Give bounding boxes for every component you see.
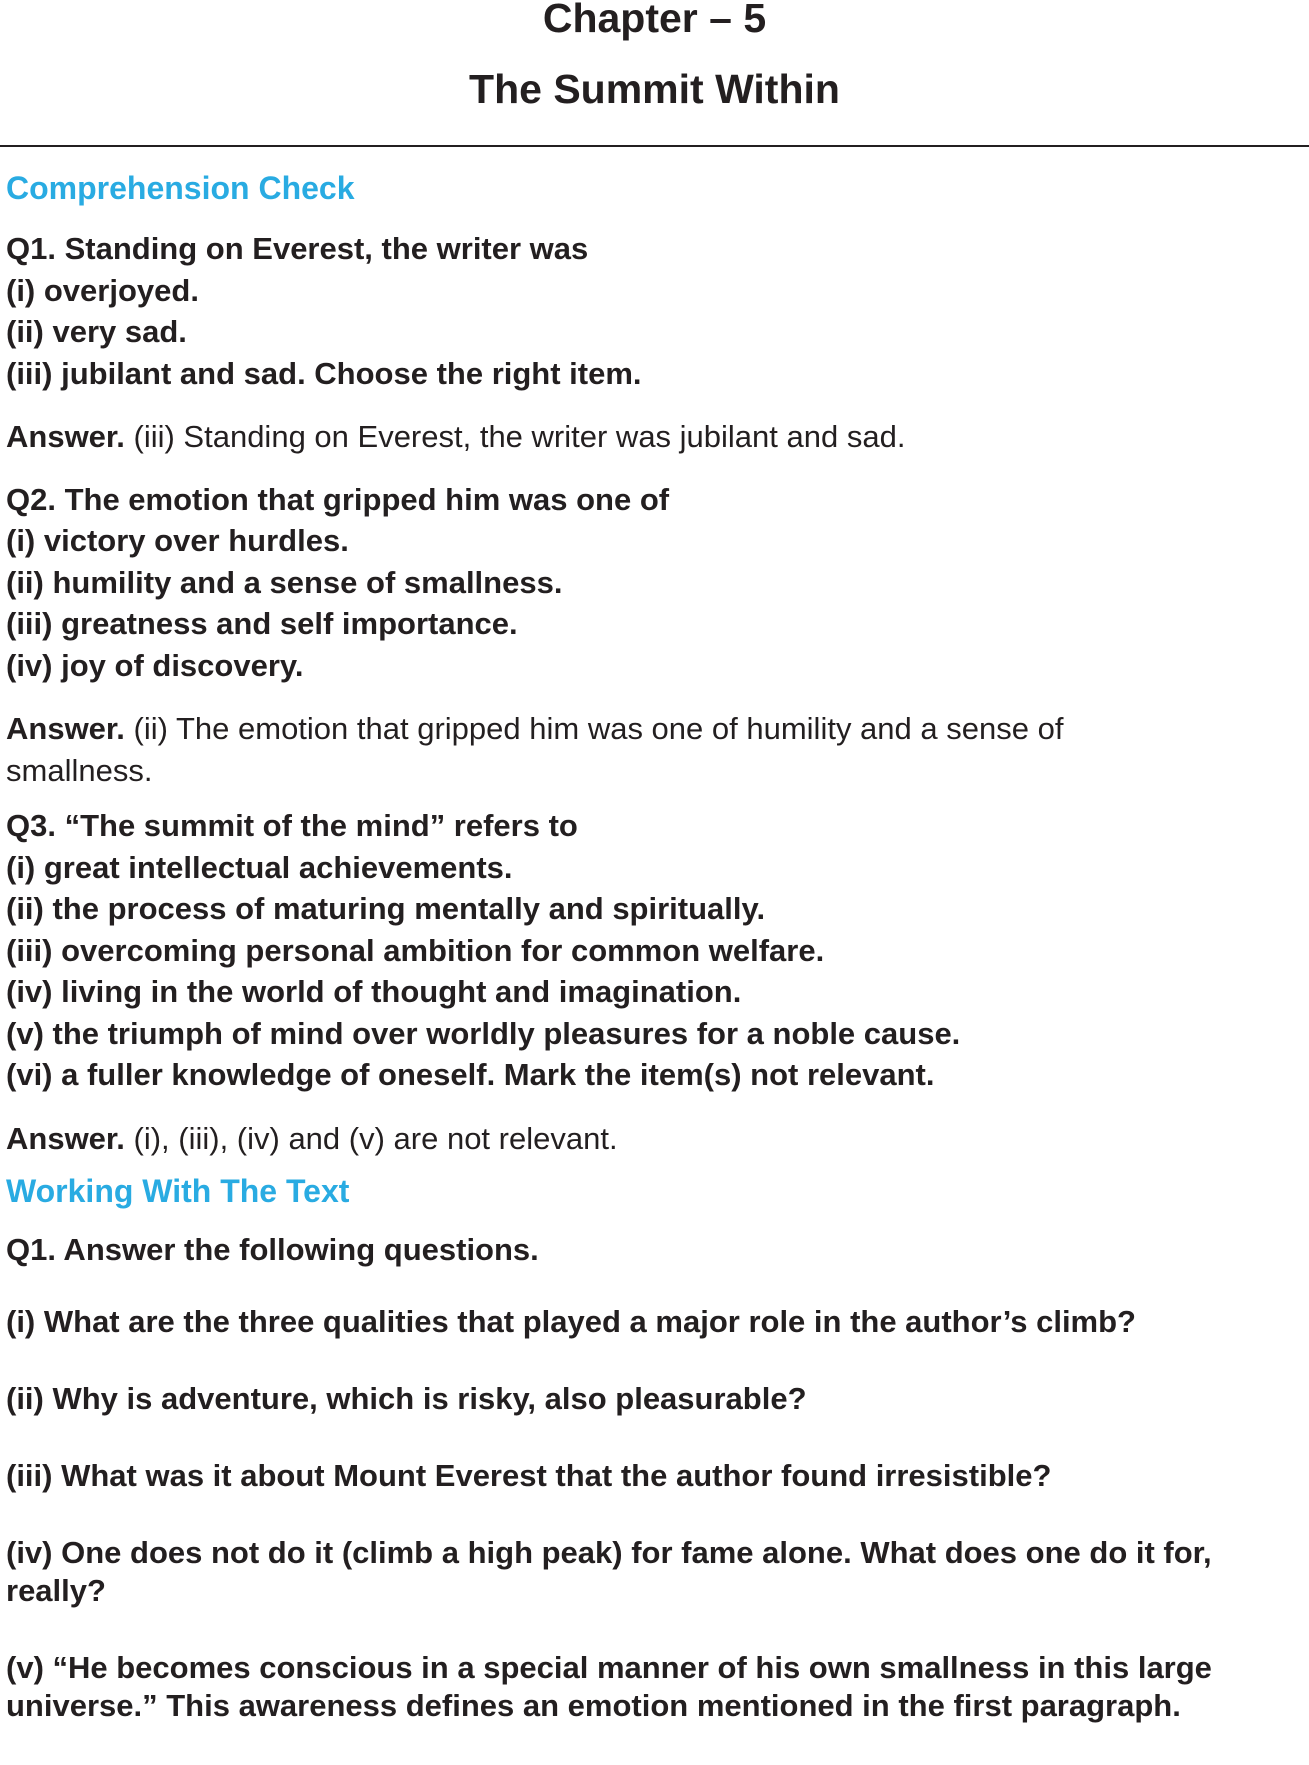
working-question-i: (i) What are the three qualities that played a major role in the author’s climb? <box>6 1303 1136 1339</box>
chapter-title: The Summit Within <box>469 66 840 112</box>
answer-label: Answer. <box>6 1120 125 1156</box>
option-item: (iii) overcoming personal ambition for common welfare. <box>6 932 825 968</box>
section-title-comprehension: Comprehension Check <box>6 170 355 206</box>
answer-label: Answer. <box>6 711 125 746</box>
header-divider <box>0 145 1309 147</box>
answer-text: (i), (iii), (iv) and (v) are not relevant. <box>124 1120 618 1156</box>
page-content <box>0 168 1309 1725</box>
answer-label: Answer. <box>6 419 125 454</box>
option-item: (v) the triumph of mind over worldly pleasures for a noble cause. <box>6 1015 961 1051</box>
option-item: (iv) living in the world of thought and imagination. <box>6 974 742 1009</box>
question-text: Q3. “The summit of the mind” refers to <box>6 808 578 843</box>
answer-q2 <box>6 708 1305 791</box>
option-item: (iii) greatness and self importance. <box>6 606 518 641</box>
option-item: (ii) very sad. <box>6 314 187 349</box>
answer-q3 <box>6 1118 1305 1160</box>
question-block-q1 <box>6 228 1305 394</box>
question-block-q3 <box>6 805 1305 1096</box>
question-text: Q2. The emotion that gripped him was one of <box>6 481 670 517</box>
working-question-iv: (iv) One does not do it (climb a high peak) for fame alone. What does one do it for, really? <box>6 1534 1212 1608</box>
question-text: Q1. Standing on Everest, the writer was <box>6 231 589 266</box>
answer-q1 <box>6 416 1305 458</box>
answer-text: (iii) Standing on Everest, the writer was jubilant and sad. <box>124 419 906 454</box>
working-question-v: (v) “He becomes conscious in a special manner of his own smallness in this large universe.” This awareness defines an emotion mentioned in the first paragraph. <box>6 1649 1212 1723</box>
section-title-working: Working With The Text <box>6 1173 350 1209</box>
page-header <box>0 0 1309 112</box>
working-question-ii: (ii) Why is adventure, which is risky, also pleasurable? <box>6 1380 807 1416</box>
option-item: (vi) a fuller knowledge of oneself. Mark the item(s) not relevant. <box>6 1057 935 1092</box>
question-block-q2 <box>6 479 1305 687</box>
option-item: (ii) humility and a sense of smallness. <box>6 564 563 600</box>
option-item: (iii) jubilant and sad. Choose the right item. <box>6 355 642 391</box>
chapter-heading: Chapter – 5 <box>542 0 767 41</box>
option-item: (iv) joy of discovery. <box>6 647 304 683</box>
option-item: (ii) the process of maturing mentally and spiritually. <box>6 891 766 926</box>
option-item: (i) great intellectual achievements. <box>6 849 513 885</box>
option-item: (i) victory over hurdles. <box>6 523 349 558</box>
working-question-iii: (iii) What was it about Mount Everest that the author found irresistible? <box>6 1457 1052 1493</box>
option-item: (i) overjoyed. <box>6 272 199 308</box>
answer-text: (ii) The emotion that gripped him was one of humility and a sense of smallness. <box>6 711 1064 788</box>
working-q1-title: Q1. Answer the following questions. <box>6 1232 539 1267</box>
